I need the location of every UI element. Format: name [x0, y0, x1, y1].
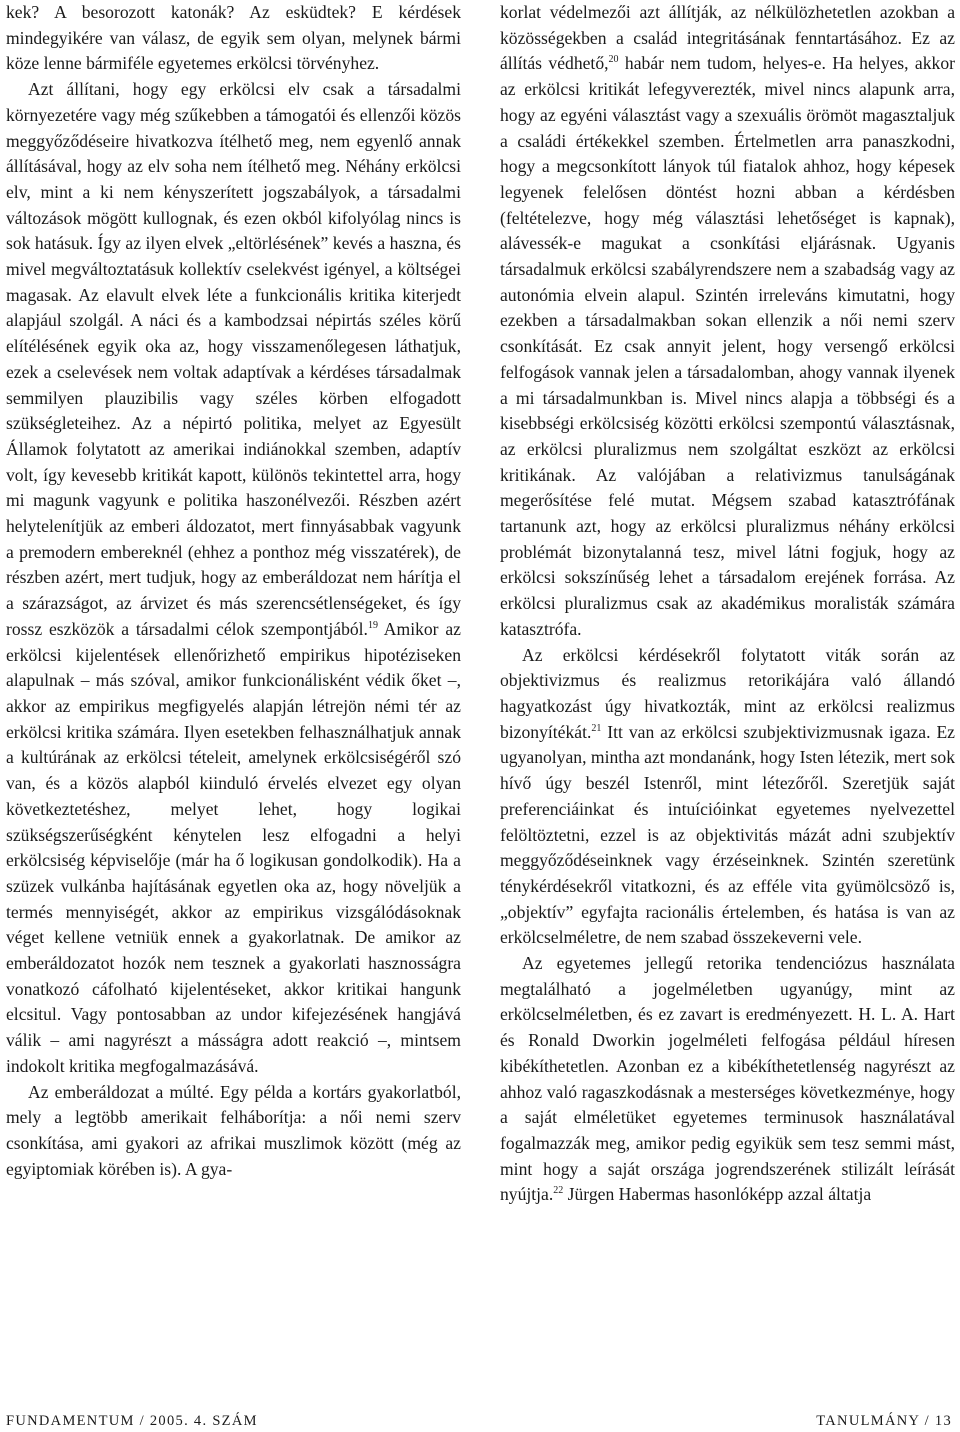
paragraph-text: Azt állítani, hogy egy erkölcsi elv csak a társadalmi környezetére vagy még szűkebben a támogatói és ellenzői közös meggyőződéseire hivatkozva ítélhető meg, nem egyenlő annak állításával, hogy az elv soha nem ítélhető meg. Néhány erkölcsi elv, mint a ki nem kényszerített jogszabályok, a társadalmi változások mögött kullognak, és ezen okból kifolyólag nincs is sok hatásuk. Így az ilyen elvek „eltörlésének” kevés a haszna, és mivel megváltoztatásuk kollektív cselekvést igényel, a költségei magasak. Az elavult elvek léte a funkcionális kritika kiterjedt alapjául szolgál. A náci és a kambodzsai népirtás széles körű elítélésének egyik oka az, hogy visszamenőlegesen láthatjuk, ezek a cselevések nem voltak adaptívak a kérdéses társadalmak semmilyen plauzibilis vagy széles körben elfogadott szükségleteihez. Az a népirtó politika, melyet az Egyesült Államok folytatott az amerikai indiánokkal szemben, adaptív volt, így kevesebb kritikát kapott, különös tekintettel arra, hogy mi magunk vagyunk e politika haszonélvezői. Részben azért helytelenítjük az emberi áldozatot, mert finnyásabbak vagyunk a premodern embereknél (ehhez a ponthoz még visszatérek), de részben azért, mert tudjuk, hogy az emberáldozat nem hárítja el a szárazságot, az árvizet és más szerencsétlenségeket, és így rossz eszközök a társadalmi célok szempontjából.	[6, 79, 461, 639]
footnote-ref: 22	[553, 1185, 564, 1197]
right-column	[500, 0, 955, 1208]
paragraph	[6, 1080, 461, 1183]
left-column	[6, 0, 461, 1182]
paragraph-continued	[6, 0, 461, 77]
paragraph-text: Jürgen Habermas hasonlóképp azzal áltatja	[563, 1184, 872, 1205]
footnote-ref: 21	[591, 722, 602, 734]
page-number-footer: TANULMÁNY / 13	[816, 1413, 952, 1429]
paragraph-text: Amikor az erkölcsi kijelentések ellenőrizhető empirikus hipotéziseken alapulnak – más szóval, amikor funkcionálisként védik őket –, akkor az empirikus megfigyelés alapján létrejön némi tér az erkölcsi kritika számára. Ilyen esetekben felhasználhatjuk annak a kultúrának az erkölcsi tételeit, amelynek erkölcsiségéről szó van, és a közös alapból kiinduló érvelés elvezet egy olyan következtetéshez, melyet lehet, hogy logikai szükségszerűségként kénytelen lesz elfogadni a helyi erkölcsiség képviselője (már ha ő logikusan gondolkodik). Ha a szüzek vulkánba hajításának egyetlen oka az, hogy növeljük a termés mennyiségét, akkor az empirikus vizsgálódásoknak véget kellene vetniük ennek a gyakorlatnak. De amikor az emberáldozatot hozók nem tesznek a gyakorlati hasznosságra vonatkozó cáfolható kijelentéseket, akkor kritikai hangunk elcsitul. Vagy pontosabban az undor kifejezésének hangjává válik – ami nagyrészt a másságra adott reakció –, mintsem indokolt kritika megfogalmazásává.	[6, 618, 461, 1076]
paragraph-text: habár nem tudom, helyes-e. Ha helyes, akkor az erkölcsi kritikát lefegyverezték, mivel nincs alapunk arra, hogy az egyéni választást vagy a szexuális örömöt magasztaljuk a családi értékekkel szemben. Értelmetlen arra panaszkodni, hogy a megcsonkított lányok túl fiatalok ahhoz, hogy képesek legyenek felelősen döntést hozni abban a kérdésben (feltételezve, hogy még választási lehetőséget is kapnak), alávessék-e magukat a csonkítási eljárásnak. Ugyanis társadalmuk erkölcsi szabályrendszere nem a szabadság vagy az autonómia elvein alapul. Szintén irreleváns kimutatni, hogy ezekben a társadalmakban sokan ellenzik a női nemi szerv csonkítását. Ez csak annyit jelent, hogy versengő erkölcsi felfogások vannak jelen a társadalomban, ahogy vannak ilyenek a mi társadalmunkban is. Mivel nincs alapja a többségi és a kisebbségi erkölcsiség közötti erkölcsi szempontú választásnak, az erkölcsi pluralizmus nem szolgáltat eszközt az erkölcsi kritikának. Az valójában a relativizmus tanulságának megerősítése felé mutat. Mégsem szabad katasztrófának tartanunk azt, hogy az erkölcsi pluralizmus néhány erkölcsi problémát bizonytalanná tesz, mivel látni fogjuk, hogy az erkölcsi sokszínűség lehet a társadalom erejének forrása. Az erkölcsi pluralizmus csak az akadémikus moralisták számára katasztrófa.	[500, 53, 955, 639]
paragraph-text: kek? A besorozott katonák? Az esküdtek? E kérdések mindegyikére van válasz, de egyik sem olyan, melynek bármi köze lenne bármiféle egyetemes erkölcsi törvényhez.	[6, 2, 461, 74]
paragraph-text: Az egyetemes jellegű retorika tendenciózus használata megtalálható a jogelméletben ugyanúgy, mint az erkölcselméletben, és ez zavart is eredményezett. H. L. A. Hart és Ronald Dworkin jogelméleti felfogása például híresen kibékíthetetlen. Azonban ez a kibékíthetetlenség nagyrészt az ahhoz való ragaszkodásnak a mesterséges következménye, hogy a saját elméletüket egyetemes terminusok használatával fogalmazzák meg, amikor pedig egyikük sem tesz semmi mást, mint hogy a saját országa jogrendszerének stilizált leírását nyújtja.	[500, 953, 955, 1205]
paragraph-continued	[500, 0, 955, 643]
journal-footer: FUNDAMENTUM / 2005. 4. SZÁM	[6, 1413, 258, 1429]
paragraph	[6, 77, 461, 1079]
paragraph-text: Az erkölcsi kérdésekről folytatott viták során az objektivizmus és realizmus retorikájára való állandó hagyatkozást úgy hivatkozták, mint az erkölcsi realizmus bizonyítékát.	[500, 644, 955, 742]
paragraph-text: Itt van az erkölcsi szubjektivizmusnak igaza. Ez ugyanolyan, mintha azt mondanánk, hogy Isten létezik, mert sok hívő úgy beszél Istenről, mint létezőről. Szeretjük saját preferenciáinkat és intuícióinkat egyetemes nyelvezettel felöltöztetni, ezzel is az objektivitás mázát adni szubjektív meggyőződéseinknek vagy érzéseinknek. Szintén szeretünk ténykérdésekről vitatkozni, és az efféle vita gyümölcsöző is, „objektív” egyfajta racionális értelemben, és hatása is van az erkölcselméletre, de nem szabad összekeverni vele.	[500, 721, 955, 948]
paragraph-text: Az emberáldozat a múlté. Egy példa a kortárs gyakorlatból, mely a legtöbb amerikait felháborítja: a női nemi szerv csonkítása, ami gyakori az afrikai muszlimok között (még az egyiptomiak körében is). A gya-	[6, 1081, 461, 1179]
paragraph-text: korlat védelmezői azt állítják, az nélkülözhetetlen azokban a közösségekben a család integritásának fenntartásához. Ez az állítás védhető,	[500, 2, 955, 74]
paragraph	[500, 643, 955, 951]
footnote-ref: 20	[608, 54, 619, 66]
paragraph	[500, 951, 955, 1208]
footnote-ref: 19	[367, 620, 378, 632]
